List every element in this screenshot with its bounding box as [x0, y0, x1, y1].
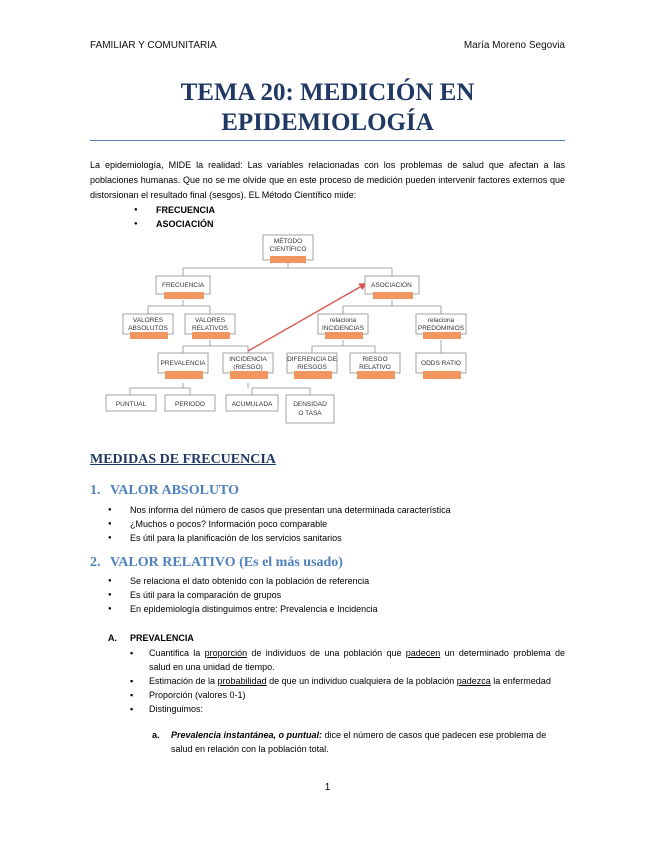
node-puntual-label: PUNTUAL [115, 401, 147, 408]
alpha-description: dice el número de casos que padecen ese problema de salud en relación con la población total. [171, 730, 547, 754]
intro-paragraph: La epidemiología, MIDE la realidad: Las variables relacionadas con los problemas de salud que afectan a las poblaciones humanas. Que no se me olvide que en este proceso de medición pueden intervenir factores externos que distorsionan el resultado final (sesgos). EL Método Científico mide: [90, 160, 565, 200]
heading-valor-relativo [90, 555, 343, 571]
header-subject: FAMILIAR Y COMUNITARIA [90, 40, 217, 51]
node-valores-relativos-line1: VALORES [194, 317, 226, 324]
list-item: ● Es útil para la comparación de grupos [106, 588, 546, 602]
heading-valor-relativo-text: VALOR RELATIVO [110, 555, 236, 570]
node-relaciona-incidencias [318, 314, 368, 339]
node-frecuencia-label: FRECUENCIA [162, 282, 205, 289]
node-incidencia-line2: (RIESGO) [233, 364, 263, 371]
list-item: ● Se relaciona el dato obtenido con la población de referencia [106, 574, 546, 588]
prevalencia-item-1 [128, 646, 565, 674]
node-root-line2: CIENTÍFICO [269, 246, 307, 253]
underlined-term: padezca [456, 676, 491, 686]
heading-valor-absoluto [90, 483, 239, 499]
alpha-text [152, 728, 565, 756]
node-odds-ratio [416, 353, 466, 379]
node-densidad-line1: DENSIDAD [293, 401, 327, 408]
node-riesgo-relativo-line1: RIESGO [362, 356, 388, 363]
node-valores-relativos-line2: RELATIVOS [191, 325, 229, 332]
list-item: ● Es útil para la planificación de los servicios sanitarios [106, 531, 546, 545]
underlined-term: padecen [405, 648, 441, 658]
node-acumulada-label: ACUMULADA [231, 401, 273, 408]
list-item: ● ¿Muchos o pocos? Información poco comparable [106, 517, 546, 531]
node-diferencia-riesgos-line1: DIFERENCIA DE [287, 356, 337, 363]
node-riesgo-relativo-line2: RELATIVO [359, 364, 391, 371]
heading-valor-relativo-number: 2. [90, 555, 101, 570]
node-relaciona-predominios-line2: PREDOMINIOS [417, 325, 465, 332]
text-run: la enfermedad [490, 676, 551, 686]
prevalencia-item-2 [128, 674, 565, 688]
subheading-prevalencia-letter: A. [108, 633, 117, 643]
intro-item-frecuencia: ● FRECUENCIA [132, 203, 215, 217]
section-title: MEDIDAS DE FRECUENCIA [90, 452, 276, 467]
node-periodo [165, 395, 215, 411]
subheading-prevalencia [108, 633, 194, 643]
node-root-line1: MÉTODO [273, 238, 303, 245]
node-incidencia-line1: INCIDENCIA [229, 356, 267, 363]
prevalencia-item-4: ▪ Distinguimos: [128, 702, 565, 716]
prevalencia-puntual-item [152, 728, 565, 756]
page-number: 1 [324, 782, 331, 793]
text-run: de individuos de una población que [247, 648, 406, 658]
node-asociacion-label: ASOCIACIÓN [371, 282, 412, 289]
title-line-1: TEMA 20: MEDICIÓN EN [180, 79, 475, 106]
node-riesgo-relativo [350, 353, 400, 379]
node-relaciona-predominios-line1: relaciona [427, 317, 455, 324]
heading-valor-absoluto-number: 1. [90, 483, 101, 498]
node-asociacion [365, 276, 419, 299]
header-author: María Moreno Segovia [463, 40, 565, 51]
node-valores-absolutos-line2: ABSOLUTOS [128, 325, 168, 332]
node-diferencia-riesgos [287, 353, 338, 379]
node-relaciona-predominios [416, 314, 466, 339]
list-item: ● En epidemiología distinguimos entre: Prevalencia e Incidencia [106, 602, 546, 616]
node-acumulada [226, 395, 278, 411]
node-odds-ratio-label: ODDS RATIO [421, 360, 461, 367]
node-periodo-label: PERIODO [175, 401, 205, 408]
node-valores-absolutos-line1: VALORES [132, 317, 164, 324]
underlined-term: probabilidad [217, 676, 267, 686]
node-diferencia-riesgos-line2: RIESGOS [297, 364, 327, 371]
node-relaciona-incidencias-line2: INCIDENCIAS [322, 325, 364, 332]
heading-valor-relativo-note: (Es el más usado) [239, 555, 343, 570]
text-run: un determinado problema de salud en una unidad de tiempo. [149, 648, 566, 672]
node-valores-absolutos [123, 314, 173, 339]
node-prevalencia-label: PREVALENCIA [160, 360, 206, 367]
node-densidad [286, 395, 334, 423]
prevalencia-item-3: ▪ Proporción (valores 0-1) [128, 688, 565, 702]
node-frecuencia [156, 276, 210, 299]
list-item: ● Nos informa del número de casos que presentan una determinada característica [106, 503, 546, 517]
node-incidencia [223, 353, 273, 379]
title-line-2: EPIDEMIOLOGÍA [221, 109, 434, 136]
node-root [263, 235, 313, 263]
subheading-prevalencia-text: PREVALENCIA [130, 633, 194, 643]
alpha-term: Prevalencia instantánea, o puntual: [171, 730, 323, 740]
node-puntual [106, 395, 156, 411]
prevalencia-list [128, 646, 565, 716]
node-relaciona-incidencias-line1: relaciona [329, 317, 357, 324]
node-prevalencia [158, 353, 208, 379]
valor-relativo-list [106, 574, 546, 616]
intro-item-asociacion: ● ASOCIACIÓN [132, 217, 215, 231]
alpha-label: a. [152, 730, 160, 740]
node-densidad-line2: O TASA [298, 410, 322, 417]
text-run: Cuantifica la [149, 648, 205, 658]
node-valores-relativos [185, 314, 235, 339]
heading-valor-absoluto-text: VALOR ABSOLUTO [110, 483, 240, 498]
valor-absoluto-list [106, 503, 546, 545]
text-run: de que un individuo cualquiera de la población [266, 676, 457, 686]
text-run: Estimación de la [149, 676, 218, 686]
underlined-term: proporción [204, 648, 248, 658]
